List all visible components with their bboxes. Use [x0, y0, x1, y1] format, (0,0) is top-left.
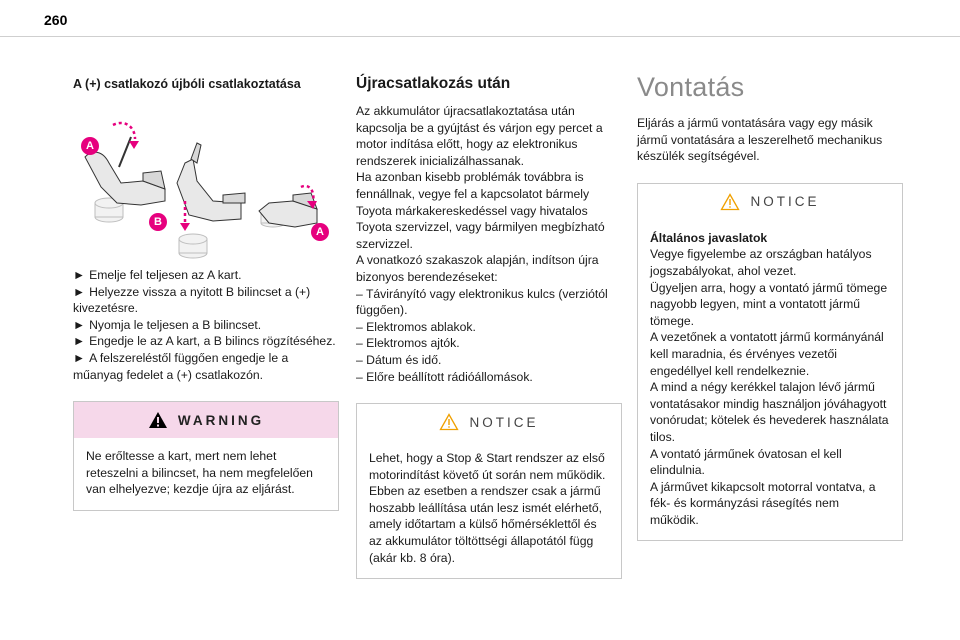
section-heading-reconnect: A (+) csatlakozó újbóli csatlakoztatása	[73, 77, 301, 91]
step-item	[73, 333, 339, 350]
step-item	[73, 350, 339, 383]
warning-text: Ne erőltesse a kart, mert nem lehet reteszelni a bilincset, ha nem megfelelően van elhelyezve; kezdje újra az eljárást.	[86, 449, 313, 497]
towing-paragraph: Eljárás a jármű vontatására vagy egy másik jármű vontatására a leszerelhető mechanikus készülék segítségével.	[637, 116, 883, 164]
terminal-diagram-svg	[73, 105, 339, 265]
step-text: Emelje fel teljesen az A kart.	[89, 268, 242, 282]
notice-triangle-icon	[720, 193, 740, 211]
label-a2-badge: A	[311, 223, 329, 241]
notice-text: Vegye figyelembe az országban hatályos jogszabályokat, ahol vezet. Ügyeljen arra, hogy a vontató jármű tömege nagyobb legyen, mint a vontatott jármű tömege. A vezetőnek a vontatott jármű kormányánál kell maradnia, és érvényes vezetői engedéllyel kell rendelkeznie. A mind a négy kerékkel talajon lévő jármű vontatásakor mindig használjon jóváhagyott vonórudat; kötelek és hevederek használata tilos. A vontató járműnek óvatosan el kell elindulnia. A járművet kikapcsolt motorral vontatva, a fék- és kormányzási rásegítés nem működik.	[650, 247, 889, 527]
notice-box-stop-start	[356, 403, 622, 579]
bullet-arrow-icon: ►	[73, 268, 86, 282]
notice-text: Lehet, hogy a Stop & Start rendszer az első motorindítást követő út során nem működik. Ebben az esetben a rendszer csak a jármű hoszabb leállítása után lesz ismét elérhető, amely időtartam a külső hőmérséklettől és az akkumulátor töltöttségi állapotától függ (akár kb. 8 óra).	[369, 451, 606, 565]
bullet-arrow-icon: ►	[73, 284, 86, 299]
column-towing	[637, 72, 903, 541]
warning-title: WARNING	[177, 412, 265, 428]
notice-triangle-icon	[439, 413, 459, 431]
column-reconnect-terminal	[73, 72, 339, 511]
step-item	[73, 317, 339, 334]
step-text: Helyezze vissza a nyitott B bilincset a (+) kivezetésre.	[73, 284, 311, 316]
warning-triangle-icon	[148, 411, 168, 429]
bullet-arrow-icon: ►	[73, 334, 86, 349]
battery-terminal-illustration	[73, 105, 339, 265]
label-a-badge: A	[81, 137, 99, 155]
header-divider	[0, 36, 960, 37]
notice-header	[638, 184, 902, 220]
notice-title: NOTICE	[750, 194, 820, 210]
notice-title: NOTICE	[469, 414, 539, 430]
notice-header	[357, 404, 621, 440]
step-text: A felszereléstől függően engedje le a műanyag fedelet a (+) csatlakozón.	[73, 350, 289, 382]
section-heading-towing: Vontatás	[637, 72, 745, 102]
page-number: 260	[44, 12, 68, 28]
step-text: Engedje le az A kart, a B bilincs rögzítéséhez.	[89, 334, 336, 349]
warning-header	[74, 402, 338, 438]
label-b-badge: B	[149, 213, 167, 231]
step-item	[73, 284, 339, 317]
notice-box-towing	[637, 183, 903, 542]
column-after-reconnect	[356, 72, 622, 579]
bullet-arrow-icon: ►	[73, 317, 86, 332]
warning-box	[73, 401, 339, 511]
step-text: Nyomja le teljesen a B bilincset.	[89, 317, 262, 332]
steps-list	[73, 267, 339, 383]
bullet-arrow-icon: ►	[73, 350, 86, 365]
after-reconnect-paragraph: Az akkumulátor újracsatlakoztatása után kapcsolja be a gyújtást és várjon egy percet a motor indítása előtt, hogy az elektronikus rendszerek inicializálhassanak. Ha azonban kisebb problémák továbbra is fennállnak, vegye fel a kapcsolatot bármely Toyota márkakereskedéssel vagy hivatalos Toyota szervizzel, vagy bármilyen megbízható szervizzel. A vonatkozó szakaszok alapján, indítson újra bizonyos berendezéseket: – Távirányító vagy elektronikus kulcs (verziótól függően). – Elektromos ablakok. – Elektromos ajtók. – Dátum és idő. – Előre beállított rádióállomások.	[356, 104, 608, 384]
notice-subtitle: Általános javaslatok	[650, 230, 768, 245]
section-heading-after-reconnect: Újracsatlakozás után	[356, 75, 511, 92]
step-item	[73, 267, 339, 284]
